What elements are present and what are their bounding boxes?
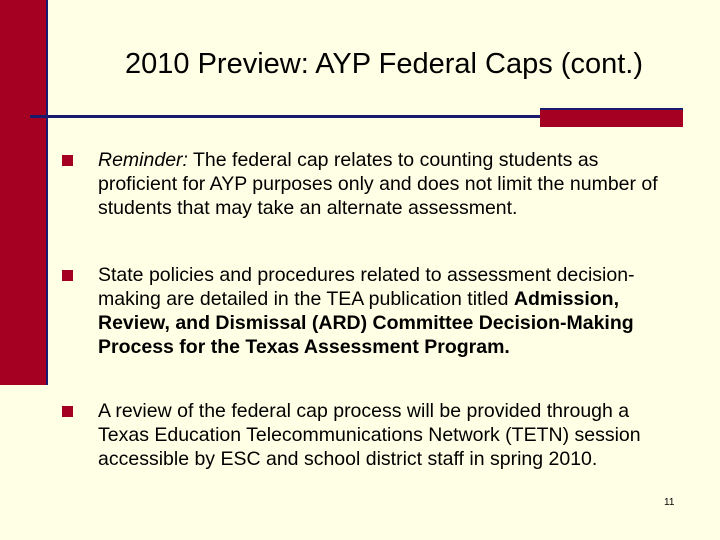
bullet-body: The federal cap relates to counting students as proficient for AYP purposes only and does not limit the number of students that may take an alternate assessment. (98, 149, 658, 219)
page-number: 11 (664, 497, 675, 508)
title-accent-rule (540, 110, 683, 127)
bullet-body: State policies and procedures related to assessment decision-making are detailed in the TEA publication titled (98, 264, 635, 310)
publication-title: Admission, Review, and Dismissal (ARD) Committee Decision-Making Process for the Texas Assessment Program. (98, 288, 634, 358)
left-accent-bar (0, 0, 46, 385)
bullet-text (98, 148, 658, 220)
bullet-text (98, 399, 658, 471)
title-underline-rule (30, 115, 540, 118)
slide-title: 2010 Preview: AYP Federal Caps (cont.) (125, 48, 643, 80)
bullet-lead-italic: Reminder: (98, 149, 188, 171)
bullet-square-icon (62, 155, 73, 166)
bullet-square-icon (62, 406, 73, 417)
bullet-text (98, 263, 658, 359)
bullet-square-icon (62, 270, 73, 281)
bullet-body: A review of the federal cap process will be provided through a Texas Education Telecommunications Network (TETN) session accessible by ESC and school district staff in spring 2010. (98, 400, 641, 470)
